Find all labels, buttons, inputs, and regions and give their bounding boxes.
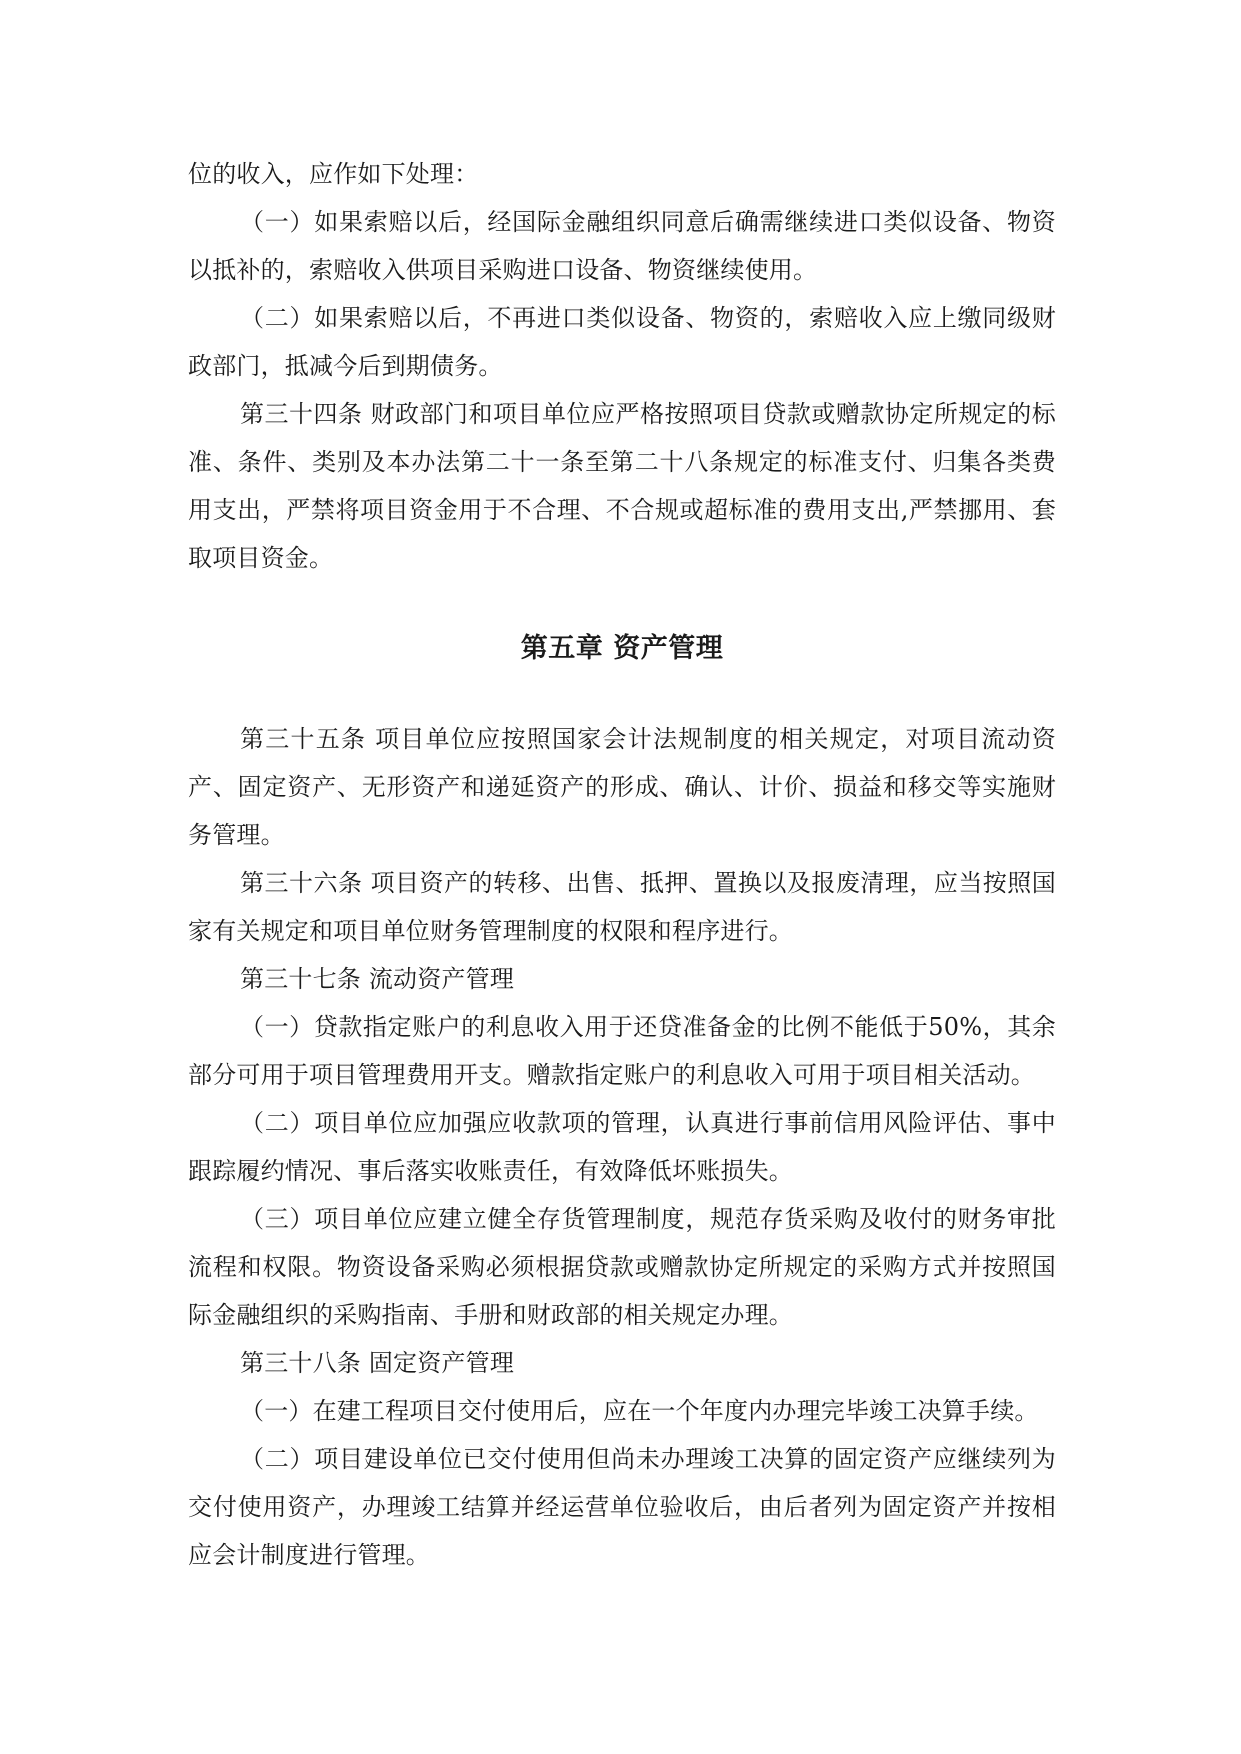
paragraph-item-1: （一）如果索赔以后，经国际金融组织同意后确需继续进口类似设备、物资以抵补的，索赔收入供项目采购进口设备、物资继续使用。 xyxy=(188,208,1056,284)
article-37-item-1: （一）贷款指定账户的利息收入用于还贷准备金的比例不能低于50%，其余部分可用于项目管理费用开支。赠款指定账户的利息收入可用于项目相关活动。 xyxy=(188,1013,1056,1089)
paragraph-continued: 位的收入，应作如下处理： xyxy=(188,160,479,188)
article-38-item-2: （二）项目建设单位已交付使用但尚未办理竣工决算的固定资产应继续列为交付使用资产，办理竣工结算并经运营单位验收后，由后者列为固定资产并按相应会计制度进行管理。 xyxy=(188,1445,1056,1569)
article-37-item-2: （二）项目单位应加强应收款项的管理，认真进行事前信用风险评估、事中跟踪履约情况、事后落实收账责任，有效降低坏账损失。 xyxy=(188,1109,1056,1185)
article-38-item-1: （一）在建工程项目交付使用后，应在一个年度内办理完毕竣工决算手续。 xyxy=(240,1397,1039,1425)
paragraph-item-2: （二）如果索赔以后，不再进口类似设备、物资的，索赔收入应上缴同级财政部门，抵减今后到期债务。 xyxy=(188,304,1056,380)
article-34: 第三十四条 财政部门和项目单位应严格按照项目贷款或赠款协定所规定的标准、条件、类别及本办法第二十一条至第二十八条规定的标准支付、归集各类费用支出，严禁将项目资金用于不合理、不合规或超标准的费用支出,严禁挪用、套取项目资金。 xyxy=(188,400,1056,572)
article-35: 第三十五条 项目单位应按照国家会计法规制度的相关规定，对项目流动资产、固定资产、无形资产和递延资产的形成、确认、计价、损益和移交等实施财务管理。 xyxy=(188,725,1056,849)
article-36: 第三十六条 项目资产的转移、出售、抵押、置换以及报废清理，应当按照国家有关规定和项目单位财务管理制度的权限和程序进行。 xyxy=(188,869,1056,945)
article-37-item-3: （三）项目单位应建立健全存货管理制度，规范存货采购及收付的财务审批流程和权限。物资设备采购必须根据贷款或赠款协定所规定的采购方式并按照国际金融组织的采购指南、手册和财政部的相关规定办理。 xyxy=(188,1205,1056,1329)
document-body xyxy=(188,150,1056,1579)
chapter-title: 第五章 资产管理 xyxy=(520,633,724,664)
article-38-heading: 第三十八条 固定资产管理 xyxy=(240,1349,515,1377)
article-37-heading: 第三十七条 流动资产管理 xyxy=(240,965,515,993)
